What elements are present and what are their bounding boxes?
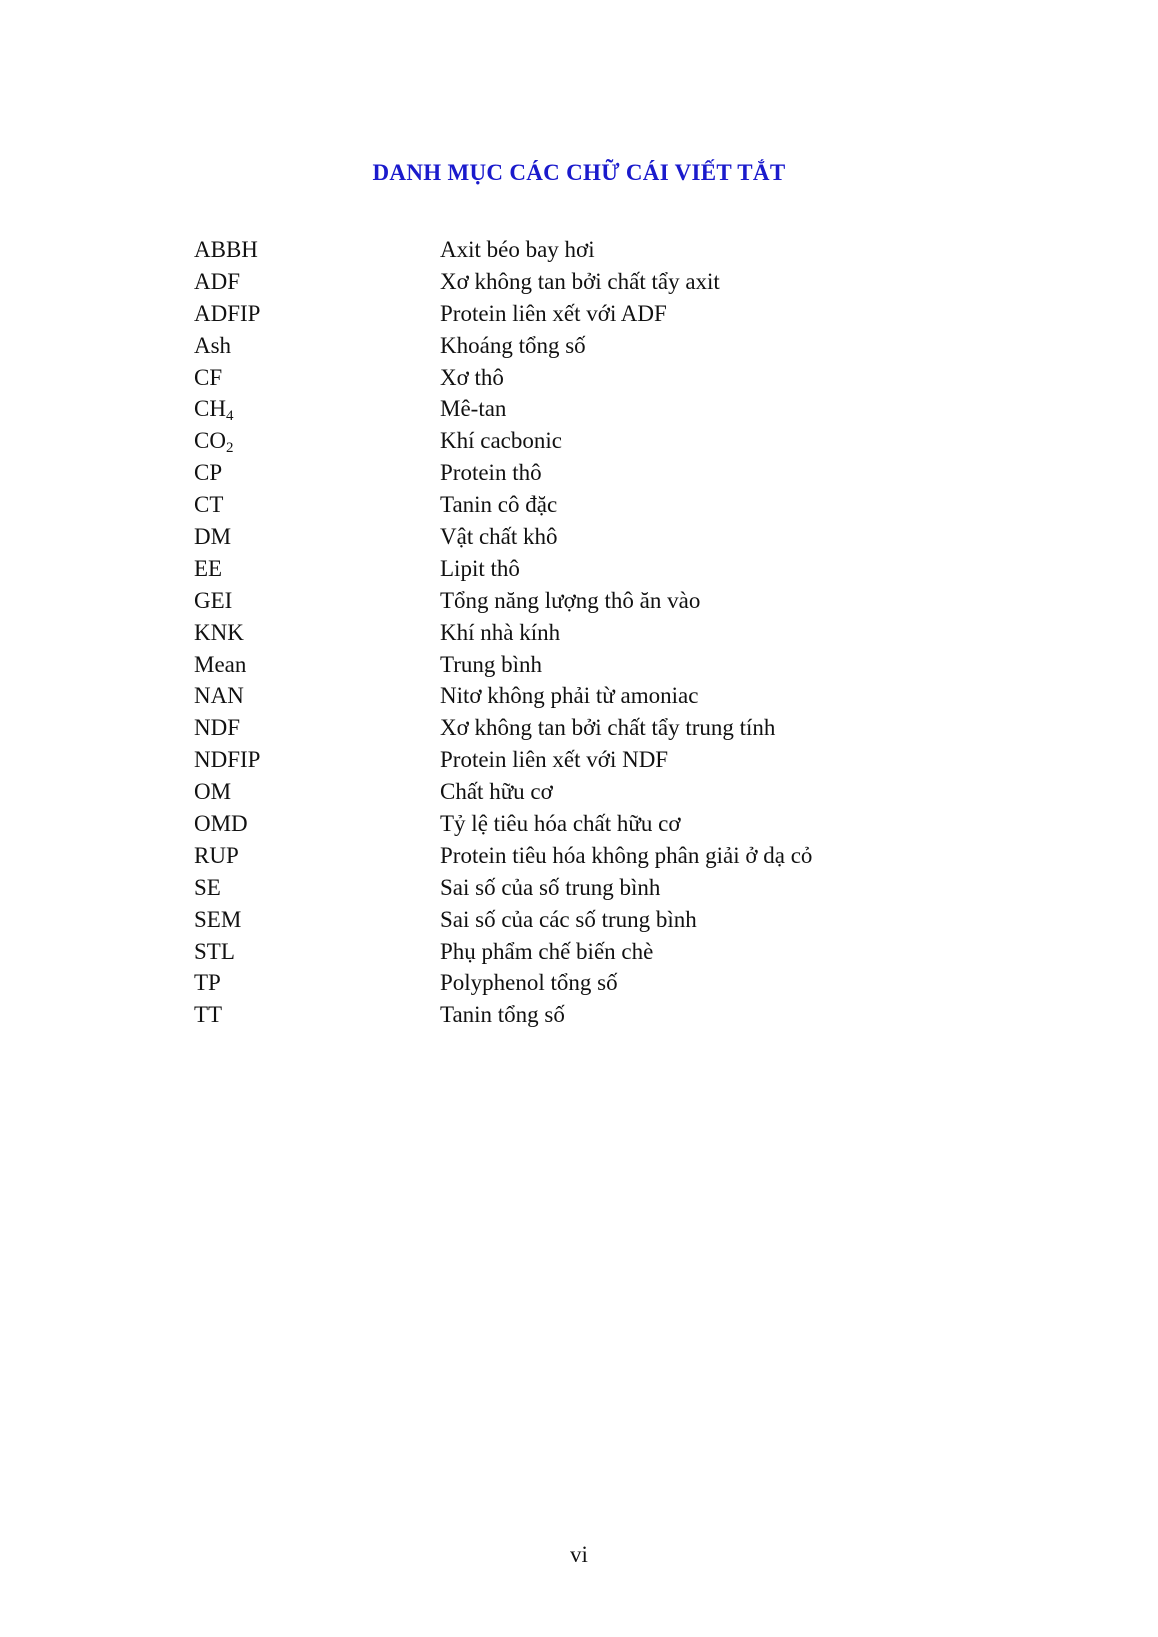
abbreviation-row <box>194 872 954 904</box>
abbreviation-row <box>194 617 954 649</box>
abbreviation-term: Ash <box>194 332 232 358</box>
abbreviation-definition: Khí cacbonic <box>440 428 562 454</box>
abbreviation-term: ABBH <box>194 237 258 262</box>
abbreviation-row <box>194 840 954 872</box>
abbreviation-row <box>194 744 954 776</box>
abbreviation-definition: Xơ không tan bởi chất tẩy trung tính <box>440 715 776 741</box>
abbreviation-row <box>194 234 954 266</box>
abbreviation-row <box>194 425 954 457</box>
abbreviation-row <box>194 776 954 808</box>
chemical-formula: CO <box>194 428 226 454</box>
abbreviation-definition: Phụ phẩm chế biến chè <box>440 938 654 964</box>
abbreviation-row <box>194 393 954 425</box>
chemical-formula: CH <box>194 396 226 422</box>
abbreviation-definition: Sai số của số trung bình <box>440 874 661 900</box>
abbreviation-term: OM <box>194 779 232 805</box>
abbreviation-term: SEM <box>194 906 242 932</box>
abbreviation-row <box>194 521 954 553</box>
abbreviation-row <box>194 967 954 999</box>
abbreviation-row <box>194 936 954 968</box>
abbreviation-definition: Tỷ lệ tiêu hóa chất hữu cơ <box>440 811 681 837</box>
abbreviation-term: STL <box>194 938 235 964</box>
abbreviation-row <box>194 712 954 744</box>
abbreviation-definition: Vật chất khô <box>440 524 558 550</box>
abbreviation-definition: Protein liên xết với ADF <box>440 300 667 326</box>
abbreviation-row <box>194 330 954 362</box>
abbreviation-term <box>194 393 440 425</box>
abbreviation-row <box>194 904 954 936</box>
abbreviation-row <box>194 999 954 1031</box>
abbreviation-term: CT <box>194 492 224 518</box>
abbreviation-definition: Xơ thô <box>440 364 504 390</box>
abbreviation-term: TP <box>194 970 221 996</box>
abbreviation-definition: Protein tiêu hóa không phân giải ở dạ cỏ <box>440 842 813 868</box>
abbreviation-term: NDFIP <box>194 747 261 773</box>
abbreviation-term: GEI <box>194 587 233 613</box>
abbreviation-row <box>194 680 954 712</box>
abbreviation-term: NDF <box>194 715 241 741</box>
abbreviation-definition: Chất hữu cơ <box>440 779 553 805</box>
formula-subscript: 4 <box>225 408 234 425</box>
abbreviation-definition: Sai số của các số trung bình <box>440 906 697 932</box>
abbreviation-definition: Trung bình <box>440 651 543 677</box>
abbreviation-term: EE <box>194 555 223 581</box>
abbreviation-definition: Tổng năng lượng thô ăn vào <box>440 587 701 613</box>
abbreviation-definition: Khoáng tổng số <box>440 332 586 358</box>
abbreviation-definition: Protein liên xết với NDF <box>440 747 669 773</box>
abbreviation-definition: Tanin cô đặc <box>440 492 558 518</box>
abbreviation-term: OMD <box>194 811 248 837</box>
abbreviation-row <box>194 808 954 840</box>
abbreviation-definition: Lipit thô <box>440 555 520 581</box>
abbreviation-definition: Tanin tổng số <box>440 1002 565 1028</box>
abbreviation-row <box>194 553 954 585</box>
abbreviation-term: RUP <box>194 842 239 868</box>
abbreviation-term: TT <box>194 1002 223 1028</box>
abbreviation-term: CP <box>194 460 223 486</box>
abbreviation-definition: Polyphenol tổng số <box>440 970 618 996</box>
abbreviation-row <box>194 266 954 298</box>
abbreviation-definition: Nitơ không phải từ amoniac <box>440 683 699 709</box>
page-number: vi <box>570 1542 588 1567</box>
abbreviation-definition: Mê-tan <box>440 396 507 422</box>
abbreviation-term: KNK <box>194 619 244 645</box>
abbreviation-term: CF <box>194 364 223 390</box>
abbreviation-term: ADFIP <box>194 300 261 326</box>
abbreviation-list <box>194 234 954 1031</box>
abbreviation-term: NAN <box>194 683 244 709</box>
abbreviation-term: Mean <box>194 651 247 677</box>
abbreviation-term: DM <box>194 524 232 550</box>
formula-subscript: 2 <box>225 440 234 457</box>
abbreviation-row <box>194 489 954 521</box>
abbreviation-definition: Xơ không tan bởi chất tẩy axit <box>440 268 720 294</box>
abbreviation-term: SE <box>194 874 221 900</box>
abbreviation-definition: Protein thô <box>440 460 542 486</box>
abbreviation-row <box>194 457 954 489</box>
abbreviation-row <box>194 298 954 330</box>
abbreviation-row <box>194 362 954 394</box>
abbreviation-row <box>194 649 954 681</box>
abbreviation-term: ADF <box>194 268 241 294</box>
abbreviation-definition: Axit béo bay hơi <box>440 237 595 262</box>
abbreviation-row <box>194 585 954 617</box>
abbreviation-definition: Khí nhà kính <box>440 619 561 645</box>
abbreviation-term <box>194 425 440 457</box>
page-title: DANH MỤC CÁC CHỮ CÁI VIẾT TẮT <box>372 160 786 185</box>
